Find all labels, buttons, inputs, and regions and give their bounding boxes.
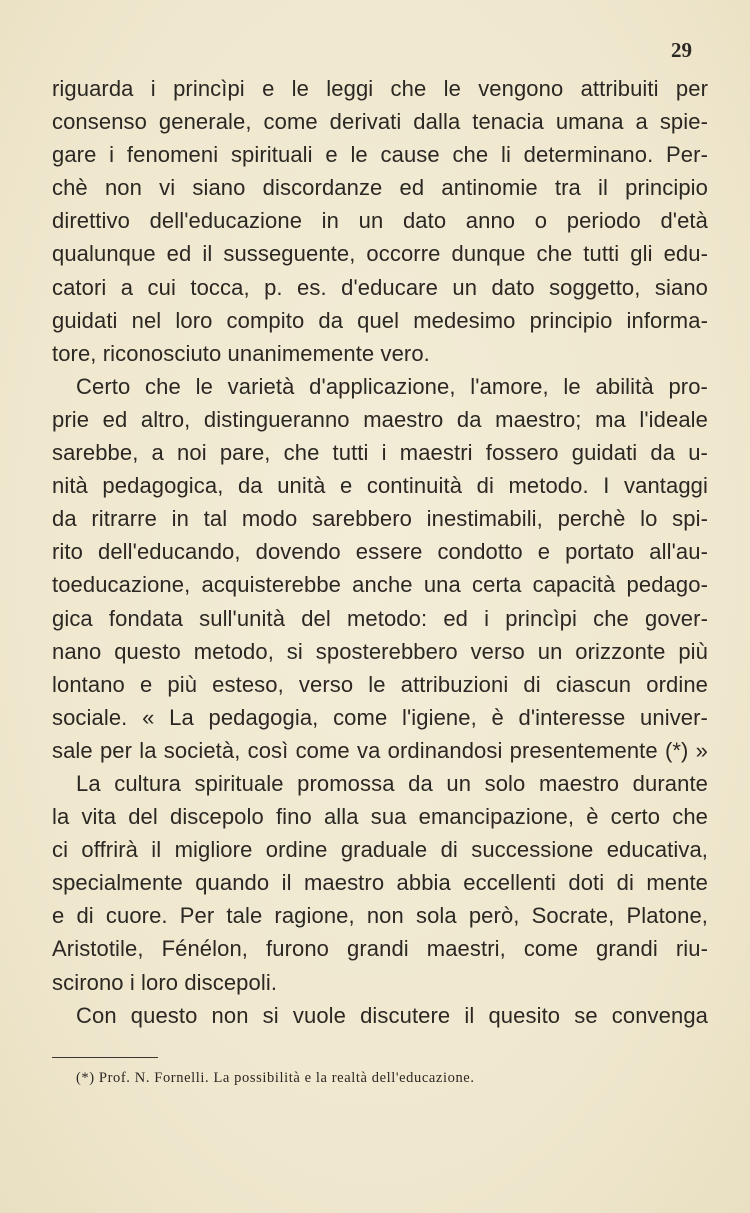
text-line: qualunque ed il susseguente, occorre dunque che tutti gli edu- bbox=[52, 241, 708, 267]
body-text bbox=[52, 72, 708, 1032]
paragraph-start-line: Con questo non si vuole discutere il quesito se convenga bbox=[76, 1002, 708, 1028]
text-line: gare i fenomeni spirituali e le cause che li determinano. Per- bbox=[52, 142, 708, 168]
text-line: sale per la società, così come va ordinandosi presentemente (*) » bbox=[52, 737, 708, 763]
text-line: chè non vi siano discordanze ed antinomie tra il principio bbox=[52, 175, 708, 201]
text-line: toeducazione, acquisterebbe anche una certa capacità pedago- bbox=[52, 572, 708, 598]
text-line: prie ed altro, distingueranno maestro da maestro; ma l'ideale bbox=[52, 406, 708, 432]
text-line: consenso generale, come derivati dalla tenacia umana a spie- bbox=[52, 109, 708, 135]
text-line: nità pedagogica, da unità e continuità di metodo. I vantaggi bbox=[52, 473, 708, 499]
text-line: direttivo dell'educazione in un dato anno o periodo d'età bbox=[52, 208, 708, 234]
text-line: e di cuore. Per tale ragione, non sola però, Socrate, Platone, bbox=[52, 903, 708, 929]
text-line: riguarda i princìpi e le leggi che le vengono attribuiti per bbox=[52, 76, 708, 101]
text-line: da ritrarre in tal modo sarebbero inestimabili, perchè lo spi- bbox=[52, 506, 708, 532]
text-line: nano questo metodo, si sposterebbero verso un orizzonte più bbox=[52, 638, 708, 664]
text-line: sarebbe, a noi pare, che tutti i maestri fossero guidati da u- bbox=[52, 440, 708, 466]
text-line: lontano e più esteso, verso le attribuzioni di ciascun ordine bbox=[52, 671, 708, 697]
text-line: la vita del discepolo fino alla sua emancipazione, è certo che bbox=[52, 804, 708, 830]
text-line: gica fondata sull'unità del metodo: ed i princìpi che gover- bbox=[52, 605, 708, 631]
text-line: specialmente quando il maestro abbia eccellenti doti di mente bbox=[52, 870, 708, 896]
text-line: Aristotile, Fénélon, furono grandi maestri, come grandi riu- bbox=[52, 936, 708, 962]
text-line: catori a cui tocca, p. es. d'educare un dato soggetto, siano bbox=[52, 274, 708, 300]
footnote-divider bbox=[52, 1057, 158, 1058]
footnote: (*) Prof. N. Fornelli. La possibilità e la realtà dell'educazione. bbox=[76, 1070, 475, 1086]
paragraph-start-line: Certo che le varietà d'applicazione, l'amore, le abilità pro- bbox=[76, 373, 708, 399]
text-line: ci offrirà il migliore ordine graduale di successione educativa, bbox=[52, 837, 708, 863]
text-line: guidati nel loro compito da quel medesimo principio informa- bbox=[52, 307, 708, 333]
text-line: tore, riconosciuto unanimemente vero. bbox=[52, 340, 430, 366]
paragraph-start-line: La cultura spirituale promossa da un solo maestro durante bbox=[76, 770, 708, 796]
text-line: rito dell'educando, dovendo essere condotto e portato all'au- bbox=[52, 539, 708, 565]
page-number: 29 bbox=[671, 38, 692, 62]
text-line: scirono i loro discepoli. bbox=[52, 969, 278, 995]
text-line: sociale. « La pedagogia, come l'igiene, è d'interesse univer- bbox=[52, 704, 708, 730]
